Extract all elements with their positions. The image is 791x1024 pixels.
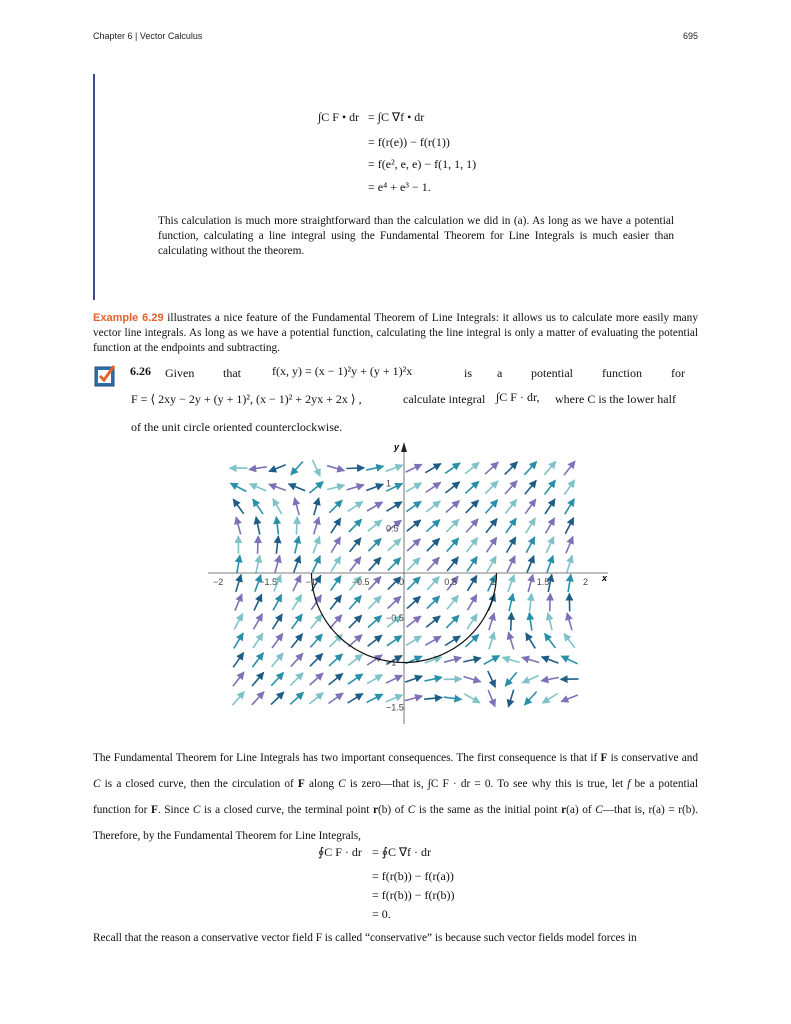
vector-arrow	[253, 499, 263, 514]
vector-arrow	[505, 462, 518, 475]
derivation-2-line3: = f(r(b)) − f(r(b))	[372, 888, 455, 902]
y-axis-label: y	[394, 442, 400, 452]
vector-arrow	[447, 557, 458, 571]
vector-arrow	[505, 500, 516, 514]
vector-arrow	[427, 577, 439, 590]
vector-arrow	[233, 499, 244, 514]
derivation-1-rhs: = ∫C ∇f • dr	[368, 110, 425, 124]
vector-arrow	[310, 654, 323, 667]
vector-arrow	[511, 613, 512, 631]
vector-arrow	[568, 574, 571, 592]
vector-arrow	[275, 555, 280, 572]
vector-arrow	[295, 498, 300, 515]
vector-arrow	[236, 517, 241, 534]
vector-arrow	[348, 502, 363, 512]
note-paragraph: This calculation is much more straightforward than the calculation we did in (a). As long as we have a potential function, calculating a line integral using the Fundamental Theorem for Line Integrals is much easier than calculating without the theorem.	[158, 215, 674, 257]
vector-arrow	[405, 696, 422, 701]
checkpoint-that: that	[223, 366, 241, 380]
vector-arrow	[561, 695, 578, 702]
vector-arrow	[349, 519, 362, 532]
vector-arrow	[488, 671, 496, 687]
vector-arrow	[522, 657, 539, 662]
x-tick-label: 0.5	[444, 577, 457, 587]
vector-arrow	[406, 483, 422, 492]
vector-arrow	[427, 557, 439, 570]
vector-arrow	[329, 674, 343, 685]
vector-arrow	[329, 693, 344, 703]
vector-arrow	[349, 635, 363, 647]
vector-arrow	[250, 484, 267, 491]
vector-arrow	[269, 484, 286, 490]
example-reference-text: illustrates a nice feature of the Fundamental Theorem of Line Integrals: it allows us to calculate more easily many vector line integrals. As long as we have a potential function, calculating the line integral is only a matter of evaluating the potential function at the endpoints and subtracting.	[93, 312, 698, 354]
vector-arrow	[254, 594, 262, 610]
vector-arrow	[368, 520, 382, 531]
vector-arrow	[327, 485, 344, 490]
vector-arrow	[522, 676, 539, 683]
checkpoint-given: Given	[165, 366, 195, 380]
vector-arrow	[407, 558, 420, 571]
vector-arrow	[295, 536, 299, 554]
vector-arrow	[314, 498, 319, 515]
vector-arrow	[444, 658, 461, 663]
checkpoint-number: 6.26	[130, 364, 151, 378]
vector-arrow	[256, 517, 260, 535]
vector-arrow	[331, 518, 341, 533]
vector-arrow	[467, 538, 478, 552]
vector-arrow	[291, 653, 303, 666]
vector-arrow	[466, 500, 479, 513]
vector-arrow	[272, 653, 284, 667]
vector-arrow	[564, 634, 575, 648]
vector-arrow	[350, 538, 361, 552]
checkpoint-function-word: function	[602, 366, 642, 380]
vector-arrow	[406, 501, 421, 511]
vector-arrow	[464, 694, 480, 703]
vector-arrow	[312, 556, 320, 572]
vector-arrow	[529, 613, 532, 631]
vector-arrow	[329, 654, 343, 666]
vector-arrow	[237, 555, 240, 573]
vector-field-plot	[200, 438, 620, 730]
vector-arrow	[310, 673, 323, 685]
vector-arrow	[407, 616, 421, 627]
vector-arrow	[309, 693, 323, 704]
vector-arrow	[331, 576, 341, 591]
vector-arrow	[426, 482, 441, 492]
vector-arrow	[526, 633, 536, 648]
vector-arrow	[252, 692, 264, 705]
vector-arrow	[524, 462, 536, 475]
vector-arrow	[567, 613, 572, 630]
vector-arrow	[564, 461, 575, 475]
y-tick-label: −1.5	[386, 702, 404, 713]
checkpoint-integral: ∫C F · dr,	[496, 390, 540, 404]
vector-arrow	[466, 635, 479, 647]
vector-arrow	[425, 464, 441, 473]
vector-arrow	[564, 480, 574, 495]
vector-arrow	[276, 536, 278, 554]
vector-arrow	[271, 692, 284, 705]
vector-arrow	[467, 557, 477, 572]
vector-arrow	[388, 539, 401, 551]
page-number: 695	[682, 31, 698, 41]
vector-arrow	[525, 692, 537, 705]
vector-arrow	[289, 484, 306, 491]
vector-arrow	[294, 556, 300, 573]
vector-arrow	[253, 633, 263, 648]
vector-arrow	[271, 673, 283, 686]
vector-arrow	[548, 613, 552, 631]
vector-arrow	[291, 462, 303, 475]
vector-arrow	[446, 482, 460, 493]
vector-arrow	[407, 539, 420, 551]
vector-arrow	[446, 501, 460, 513]
vector-arrow	[424, 677, 442, 681]
vector-arrow	[485, 481, 498, 494]
vector-arrow	[350, 557, 361, 571]
vector-arrow	[528, 575, 533, 592]
derivation-2-lhs: ∮C F · dr	[318, 845, 362, 859]
vector-arrow	[348, 674, 363, 684]
vector-arrow	[542, 694, 557, 704]
vector-arrow	[446, 615, 459, 628]
derivation-2-line2: = f(r(b)) − f(r(a))	[372, 869, 454, 883]
vector-arrow	[530, 594, 532, 612]
vector-arrow	[313, 460, 321, 476]
checkpoint-for: for	[671, 366, 685, 380]
vector-arrow	[258, 536, 259, 554]
vector-arrow	[386, 695, 403, 702]
vector-arrow	[366, 466, 384, 470]
vector-arrow	[565, 518, 573, 534]
vector-arrow	[369, 557, 381, 570]
vector-arrow	[269, 465, 286, 472]
example-reference-paragraph	[93, 311, 698, 356]
checkpoint-line3: of the unit circle oriented counterclockwise.	[131, 420, 343, 434]
vector-arrow	[566, 537, 573, 554]
vector-arrow	[349, 596, 361, 609]
vector-arrow	[368, 596, 381, 609]
derivation-2-line4: = 0.	[372, 907, 391, 921]
vector-arrow	[388, 596, 401, 608]
vector-arrow	[256, 555, 260, 573]
vector-arrow	[330, 595, 341, 609]
vector-arrow	[407, 596, 420, 608]
vector-arrow	[567, 555, 572, 572]
vector-arrow	[348, 694, 363, 703]
vector-arrow	[508, 632, 513, 649]
chapter-header: Chapter 6 | Vector Calculus	[93, 31, 203, 41]
vector-arrow	[508, 575, 514, 592]
vector-arrow	[249, 467, 267, 470]
vector-arrow	[545, 480, 556, 494]
vector-arrow	[550, 593, 551, 611]
vector-arrow	[252, 672, 264, 686]
vector-arrow	[331, 537, 340, 553]
vector-arrow	[445, 463, 460, 473]
vector-arrow	[329, 634, 342, 647]
vector-arrow	[426, 520, 440, 532]
vector-arrow	[505, 481, 517, 494]
x-tick-label: −0.5	[351, 577, 370, 587]
vector-arrow	[290, 673, 303, 686]
vector-arrow	[465, 463, 479, 474]
vector-arrow	[367, 675, 383, 684]
vector-arrow	[292, 614, 303, 629]
x-tick-label: −1	[305, 577, 316, 587]
vector-arrow	[309, 482, 323, 494]
checkpoint-is: is	[464, 366, 473, 380]
vector-arrow	[484, 656, 500, 665]
vector-arrow	[547, 556, 553, 573]
vector-arrow	[273, 614, 283, 629]
vector-arrow	[508, 690, 513, 707]
vector-arrow	[387, 502, 402, 511]
vector-arrow	[386, 465, 403, 471]
vector-arrow	[367, 502, 383, 511]
vector-arrow	[235, 594, 242, 611]
vector-arrow	[463, 658, 481, 662]
vector-arrow	[296, 517, 297, 535]
vector-arrow	[541, 678, 559, 681]
vector-arrow	[565, 499, 574, 514]
vector-arrow	[311, 615, 322, 629]
vector-arrow	[468, 595, 477, 611]
vector-arrow	[407, 577, 420, 590]
checkpoint-icon	[93, 362, 119, 388]
vector-arrow	[314, 517, 319, 534]
vector-arrow	[329, 500, 342, 513]
vector-arrow	[485, 462, 498, 474]
vector-arrow	[290, 692, 303, 704]
vector-arrow	[406, 636, 421, 645]
vector-arrow	[233, 653, 243, 668]
vector-arrow	[233, 692, 245, 706]
vector-arrow	[367, 694, 383, 702]
closing-paragraph: Recall that the reason a conservative vector field F is called “conservative” is because such vector fields model forces in	[93, 932, 637, 944]
vector-arrow	[291, 634, 302, 648]
vector-arrow	[426, 616, 440, 627]
vector-arrow	[368, 616, 382, 628]
vector-arrow	[545, 634, 556, 649]
vector-arrow	[488, 690, 495, 707]
vector-arrow	[561, 656, 577, 664]
vector-arrow	[489, 613, 494, 630]
vector-arrow	[467, 614, 477, 629]
vector-arrow	[446, 519, 459, 532]
vector-arrow	[487, 537, 497, 552]
example-sidebar-rule	[93, 74, 95, 300]
vector-arrow	[406, 464, 422, 472]
vector-arrow	[525, 499, 536, 514]
y-tick-label: −1	[386, 657, 397, 668]
vector-arrow	[368, 539, 381, 552]
vector-arrow	[368, 635, 382, 646]
vector-arrow	[506, 518, 516, 533]
x-tick-label: 0	[399, 577, 405, 587]
vector-arrow	[346, 468, 364, 469]
vector-arrow	[447, 595, 458, 609]
derivation-1-lhs: ∫C F • dr	[318, 110, 360, 124]
vector-arrow	[425, 636, 441, 645]
vector-arrow	[444, 679, 462, 680]
checkpoint-field: F = ⟨ 2xy − 2y + (y + 1)², (x − 1)² + 2yx + 2x ⟩ ,	[131, 392, 362, 406]
vector-arrow	[313, 537, 320, 554]
vector-arrow	[387, 636, 402, 646]
vector-arrow	[544, 461, 556, 475]
consequence-paragraph: The Fundamental Theorem for Line Integrals has two important consequences. The first consequence is that if F is conservative and C is a closed curve, then the circulation of F along C is zero—that is, ∫C F · dr = 0. To see why this is true, let f be a potential function for F. Since C is a closed curve, the terminal point r(b) of C is the same as the initial point r(a) of C—that is, r(a) = r(b). Therefore, by the Fundamental Theorem for Line Integrals,	[93, 752, 699, 842]
x-tick-label: 1	[490, 577, 496, 587]
vector-arrow	[465, 481, 478, 493]
vector-arrow	[234, 614, 242, 630]
x-tick-label: −1.5	[259, 577, 278, 587]
y-tick-label: 1	[386, 478, 392, 489]
vector-arrow	[276, 517, 278, 535]
vector-arrow	[427, 596, 440, 609]
vector-arrow	[369, 577, 381, 590]
derivation-2-rhs: = ∮C ∇f · dr	[372, 845, 432, 859]
x-axis-label: x	[602, 573, 608, 583]
vector-arrow	[273, 595, 282, 611]
vector-arrow	[349, 615, 362, 628]
vector-arrow	[310, 634, 322, 647]
checkpoint-calc: calculate integral	[403, 392, 486, 406]
vector-arrow	[273, 499, 282, 515]
y-tick-label: −0.5	[386, 612, 404, 623]
vector-arrow	[272, 634, 283, 649]
vector-arrow	[542, 657, 559, 663]
y-axis-arrowhead	[401, 442, 407, 452]
vector-arrow	[347, 485, 364, 490]
x-tick-label: 2	[583, 577, 589, 587]
vector-arrow	[509, 594, 513, 612]
vector-arrow	[507, 556, 515, 572]
checkpoint-function: f(x, y) = (x − 1)²y + (y + 1)²x	[272, 364, 413, 378]
vector-arrow	[330, 615, 342, 628]
x-tick-label: −2	[213, 577, 224, 587]
vector-arrow	[526, 537, 534, 553]
vector-arrow	[348, 654, 362, 665]
vector-arrow	[230, 483, 246, 491]
vector-arrow	[507, 537, 516, 553]
vector-arrow	[486, 500, 498, 513]
x-tick-label: 1.5	[536, 577, 550, 587]
vector-arrow	[331, 556, 340, 571]
vector-arrow	[292, 595, 301, 610]
vector-arrow	[427, 539, 440, 552]
vector-arrow	[426, 501, 440, 512]
vector-arrow	[386, 675, 402, 683]
derivation-1-line4: = e⁴ + e³ − 1.	[368, 180, 431, 194]
vector-arrow	[233, 672, 244, 686]
checkpoint-potential: potential	[531, 366, 573, 380]
vector-arrow	[388, 558, 401, 571]
vector-arrow	[525, 480, 537, 494]
vector-arrow	[327, 466, 344, 471]
y-tick-label: 0.5	[386, 523, 399, 534]
vector-arrow	[546, 537, 554, 553]
vector-arrow	[444, 697, 462, 699]
vector-arrow	[252, 653, 263, 667]
vector-arrow	[486, 519, 497, 533]
vector-arrow	[236, 575, 241, 592]
vector-arrow	[546, 518, 555, 534]
derivation-1-line2: = f(r(e)) − f(r(1))	[368, 135, 450, 149]
vector-arrow	[407, 520, 421, 531]
derivation-1-line3: = f(e², e, e) − f(1, 1, 1)	[368, 157, 477, 171]
vector-arrow	[253, 614, 262, 630]
checkpoint-a: a	[497, 366, 503, 380]
example-link[interactable]: Example 6.29	[93, 312, 164, 324]
vector-arrow	[293, 575, 301, 591]
vector-arrow	[466, 519, 478, 532]
vector-arrow	[445, 636, 460, 646]
vector-arrow	[424, 697, 442, 699]
vector-arrow	[234, 633, 244, 648]
vector-arrow	[405, 676, 422, 682]
vector-arrow	[545, 499, 555, 514]
vector-arrow	[526, 518, 536, 533]
vector-arrow	[467, 576, 476, 591]
vector-arrow	[366, 484, 383, 490]
vector-arrow	[447, 538, 459, 552]
vector-arrow	[505, 672, 517, 686]
vector-arrow	[487, 556, 496, 572]
vector-arrow	[464, 677, 481, 682]
vector-arrow	[489, 632, 494, 649]
checkpoint-where: where C is the lower half	[555, 392, 676, 406]
vector-arrow	[502, 657, 519, 662]
vector-arrow	[527, 556, 534, 573]
